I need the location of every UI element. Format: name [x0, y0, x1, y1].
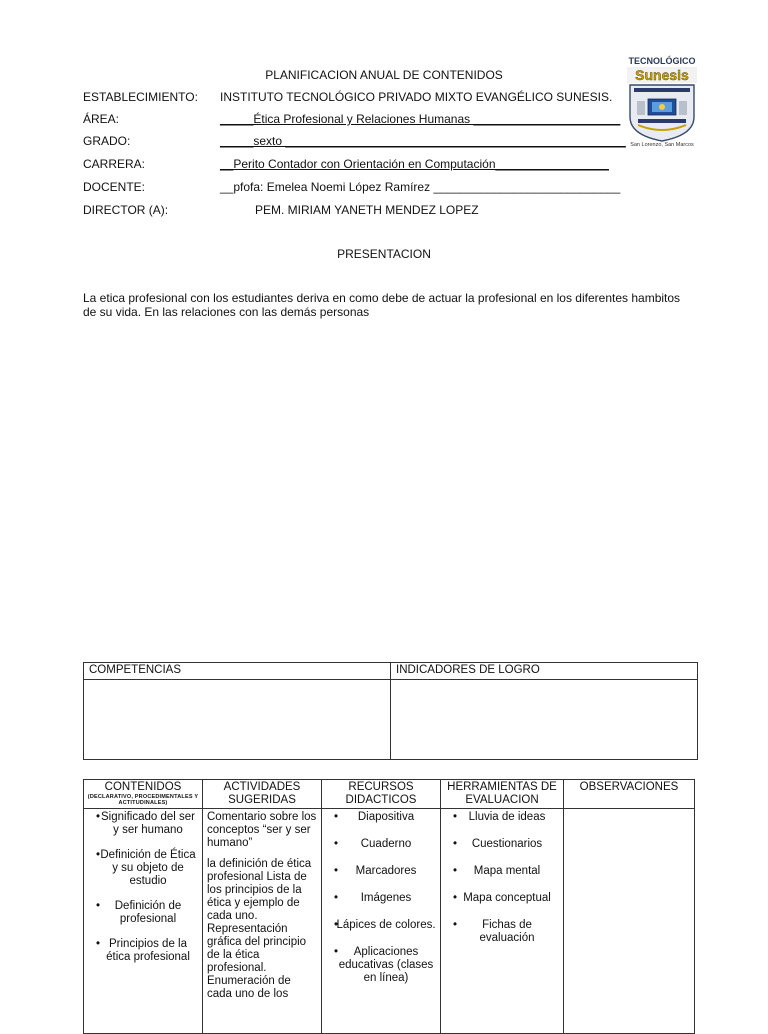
cell-herramientas: [441, 809, 564, 1034]
list-item: • Lápices de colores.: [326, 919, 436, 932]
header-row-carrera: [83, 156, 683, 172]
cell-observaciones: [564, 809, 695, 1034]
list-item: • Mapa mental: [445, 865, 559, 878]
list-item: • Lluvia de ideas: [445, 811, 559, 824]
header-observaciones: OBSERVACIONES: [564, 780, 695, 809]
header-contenidos: [84, 780, 203, 809]
cell-competencias: [84, 680, 391, 760]
cell-recursos: [322, 809, 441, 1034]
header-indicadores: INDICADORES DE LOGRO: [391, 663, 698, 680]
header-recursos: RECURSOS DIDACTICOS: [322, 780, 441, 809]
label-area: ÁREA:: [83, 112, 120, 126]
actividad-text: la definición de ética profesional Lista de los principios de la ética y ejemplo de cada uno. Representación gráfica del principio de la ética profesional. Enumeración de cada uno de los: [207, 858, 312, 1000]
header-row-establecimiento: [83, 89, 683, 105]
list-item: • Imágenes: [326, 892, 436, 905]
value-establecimiento: INSTITUTO TECNOLÓGICO PRIVADO MIXTO EVANGÉLICO SUNESIS.: [220, 90, 613, 104]
header-row-director: [83, 202, 683, 218]
list-item: • Aplicaciones educativas (clases en línea): [326, 946, 436, 985]
competencias-table: [83, 662, 698, 760]
logo-top-text: TECNOLÓGICO: [628, 56, 696, 66]
value-docente: __pfofa: Emelea Noemi López Ramírez ____________________________: [220, 180, 621, 194]
header-actividades: ACTIVIDADES SUGERIDAS: [203, 780, 322, 809]
header-competencias: COMPETENCIAS: [84, 663, 391, 680]
value-grado: _____sexto ___________________________________________________: [220, 134, 626, 148]
document-title: PLANIFICACION ANUAL DE CONTENIDOS: [265, 68, 503, 82]
label-director: DIRECTOR (A):: [83, 203, 169, 217]
school-logo: [624, 55, 700, 147]
actividad-text: Comentario sobre los conceptos “ser y ser humano”: [207, 811, 317, 849]
header-row-docente: [83, 179, 683, 195]
list-item: • Fichas de evaluación: [445, 919, 559, 945]
list-item: • Principios de la ética profesional: [88, 938, 198, 964]
list-item: • Cuestionarios: [445, 838, 559, 851]
logo-bottom-text: San Lorenzo, San Marcos: [630, 142, 694, 147]
cell-contenidos: [84, 809, 203, 1034]
header-herramientas: HERRAMIENTAS DE EVALUACION: [441, 780, 564, 809]
value-carrera: __Perito Contador con Orientación en Computación_________________: [220, 157, 609, 171]
value-director: PEM. MIRIAM YANETH MENDEZ LOPEZ: [255, 203, 479, 217]
list-item: • Diapositiva: [326, 811, 436, 824]
list-item: • Significado del ser y ser humano: [88, 811, 198, 837]
presentation-text: La etica profesional con los estudiantes deriva en como debe de actuar la profesional en los diferentes hambitos de su vida. En las relaciones con las demás personas: [83, 291, 681, 319]
label-docente: DOCENTE:: [83, 180, 146, 194]
list-item: • Definición de profesional: [88, 900, 198, 926]
list-item: • Definición de Ética y su objeto de estudio: [88, 849, 198, 888]
value-area: _____Ética Profesional y Relaciones Humanas ______________________: [220, 112, 621, 126]
label-grado: GRADO:: [83, 134, 131, 148]
header-row-grado: [83, 133, 683, 149]
cell-indicadores: [391, 680, 698, 760]
label-carrera: CARRERA:: [83, 157, 146, 171]
list-item: • Marcadores: [326, 865, 436, 878]
logo-brand-text: Sunesis: [635, 67, 689, 83]
header-contenidos-label: CONTENIDOS: [104, 781, 182, 793]
plan-table: [83, 779, 695, 1034]
list-item: • Cuaderno: [326, 838, 436, 851]
header-row-area: [83, 111, 683, 127]
list-item: • Mapa conceptual: [445, 892, 559, 905]
header-contenidos-sub: (DECLARATIVO, PROCEDIMENTALES Y ACTITUDINALES): [87, 794, 199, 806]
label-establecimiento: ESTABLECIMIENTO:: [83, 90, 198, 104]
cell-actividades: [203, 809, 322, 1034]
presentation-heading: PRESENTACION: [337, 247, 431, 261]
